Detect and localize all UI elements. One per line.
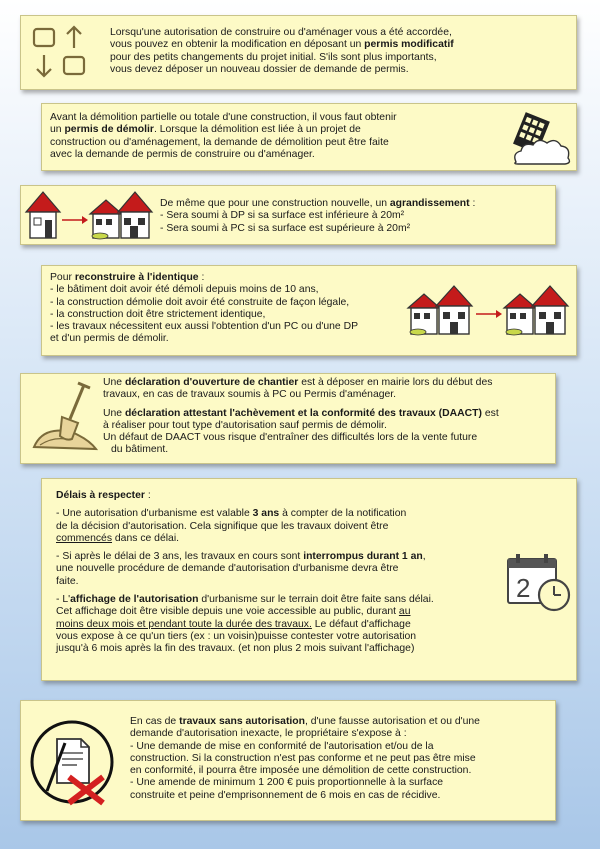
text: De même que pour une construction nouvelle, un [160, 198, 390, 209]
text: Une [103, 407, 125, 419]
term-affichage: affichage de l'autorisation [70, 594, 199, 606]
arrows-modify-icon [31, 23, 91, 83]
line: - le bâtiment doit avoir été démoli depuis moins de 10 ans, [50, 284, 319, 296]
house-extension-icon [24, 188, 164, 243]
text-delais [56, 490, 501, 656]
term-daact: déclaration attestant l'achèvement et la conformité des travaux (DAACT) [124, 407, 482, 419]
line: jusqu'à 6 mois après la fin des travaux. (et non plus 2 mois suivant l'affichage) [56, 643, 415, 655]
term-agrandissement: agrandissement [389, 198, 470, 209]
line [56, 490, 501, 502]
text-reconstruire [50, 272, 400, 346]
text-permis-demolir [50, 112, 505, 161]
house-rebuild-icon [402, 284, 572, 344]
text-permis-modificatif [110, 27, 570, 76]
line [50, 272, 400, 284]
text-agrandissement [160, 198, 555, 235]
line [50, 124, 505, 136]
text: En cas de [130, 716, 180, 727]
line: Avant la démolition partielle ou totale d'une construction, il vous faut obtenir [50, 112, 397, 123]
line [56, 606, 501, 618]
info-box-agrandissement [20, 185, 556, 245]
text: - Une autorisation d'urbanisme est valable [56, 508, 253, 520]
demolition-icon [512, 114, 574, 166]
line: faite. [56, 575, 79, 587]
text: est à déposer en mairie lors du début des [298, 377, 493, 388]
line: vous devez déposer un nouveau dossier de demande de permis. [110, 63, 409, 75]
line: vous expose à ce qu'un tiers (ex : un voisin)puisse contester votre autorisation [56, 630, 417, 642]
line: - Une amende de minimum 1 200 € puis proportionnelle à la surface [130, 777, 444, 789]
line [56, 508, 501, 520]
text: Cet affichage doit être visible depuis une voie accessible au public, durant [56, 606, 399, 618]
line [103, 408, 553, 420]
text-chantier [103, 377, 553, 457]
text: - Si après le délai de 3 ans, les travaux en cours sont [56, 551, 304, 563]
line: - Une demande de mise en conformité de l'autorisation et/ou de la [130, 740, 434, 752]
line [103, 377, 553, 389]
term-duree: moins deux mois et pendant toute la durée des travaux. [56, 618, 312, 630]
text: dans ce délai. [112, 532, 180, 544]
text: . Lorsque la démolition est liée à un projet de [153, 124, 361, 136]
term-duree: au [398, 606, 411, 618]
info-box-reconstruire [41, 265, 577, 356]
line: et d'un permis de démolir. [50, 333, 169, 345]
no-document-icon [27, 717, 117, 807]
term-interrompus: interrompus durant 1 an [303, 551, 423, 563]
text: : [469, 198, 476, 209]
line: une nouvelle procédure de demande d'autorisation d'urbanisme devra être [56, 563, 399, 575]
line [56, 619, 501, 631]
text: Une [103, 377, 125, 388]
text: vous pouvez en obtenir la modification en déposant un [110, 39, 365, 51]
term-3-ans: 3 ans [252, 508, 280, 520]
text: , d'une fausse autorisation et ou d'une [305, 716, 480, 727]
info-box-chantier [20, 373, 556, 464]
line [56, 551, 501, 563]
term-travaux-sans-autorisation: travaux sans autorisation [179, 716, 305, 727]
line: - les travaux nécessitent eux aussi l'obtention d'un PC ou d'une DP [50, 321, 359, 333]
term-permis-demolir: permis de démolir [64, 124, 154, 136]
line: - la construction doit être strictement identique, [50, 308, 266, 320]
text: - L' [56, 594, 71, 606]
line: du bâtiment. [111, 444, 169, 456]
info-box-sans-autorisation [20, 700, 556, 821]
line: Un défaut de DAACT vous risque d'entraîner des difficultés lors de la vente future [103, 432, 478, 444]
line: construite et peine d'emprisonnement de 6 mois en cas de récidive. [130, 789, 441, 801]
line [130, 716, 555, 728]
line: en conformité, il pourra être imposée une démolition de cette construction. [130, 765, 472, 777]
shovel-icon [26, 379, 106, 459]
info-box-permis-modificatif [20, 15, 577, 90]
line: pour des petits changements du projet initial. S'ils sont plus importants, [110, 51, 437, 63]
term-reconstruire: reconstruire à l'identique [74, 272, 199, 283]
line: construction ou d'aménagement, la demande de démolition peut être faite [50, 136, 389, 148]
info-box-permis-demolir [41, 103, 577, 171]
delais-title: Délais à respecter [56, 490, 145, 501]
info-box-delais [41, 478, 577, 681]
text: , [422, 551, 426, 563]
line: construction. Si la construction n'est pas conforme et ne peut pas être mise [130, 752, 476, 764]
text: : [198, 272, 205, 283]
calendar-digit: 2 [516, 573, 531, 603]
line [56, 533, 501, 545]
line: avec la demande de permis de construire ou d'aménager. [50, 148, 315, 160]
line [160, 198, 555, 210]
text: Pour [50, 272, 75, 283]
term-doc: déclaration d'ouverture de chantier [124, 377, 299, 388]
text: un [50, 124, 65, 136]
line: - Sera soumi à DP si sa surface est inférieure à 20m² [160, 210, 405, 222]
line: Lorsqu'une autorisation de construire ou d'aménager vous a été accordée, [110, 27, 452, 38]
line: - Sera soumi à PC si sa surface est supérieure à 20m² [160, 222, 411, 234]
text-sans-autorisation [130, 716, 555, 802]
line: travaux, en cas de travaux soumis à PC ou Permis d'aménager. [103, 389, 397, 401]
line [110, 39, 570, 51]
text: : [144, 490, 151, 501]
calendar-clock-icon [504, 549, 574, 615]
line: - la construction démolie doit avoir été construite de façon légale, [50, 296, 350, 308]
term-permis-modificatif: permis modificatif [364, 39, 454, 51]
line: à réaliser pour tout type d'autorisation sauf permis de démolir. [103, 419, 387, 431]
text: à compter de la notification [279, 508, 407, 520]
text: Le défaut d'affichage [311, 618, 411, 630]
line: demande d'autorisation inexacte, le propriétaire s'expose à : [130, 728, 407, 740]
term-commences: commencés [56, 532, 113, 544]
text: d'urbanisme sur le terrain doit être faite sans délai. [198, 594, 434, 606]
text: est [481, 407, 499, 419]
line: de la décision d'autorisation. Cela signifique que les travaux doivent être [56, 520, 389, 532]
line [56, 594, 501, 606]
